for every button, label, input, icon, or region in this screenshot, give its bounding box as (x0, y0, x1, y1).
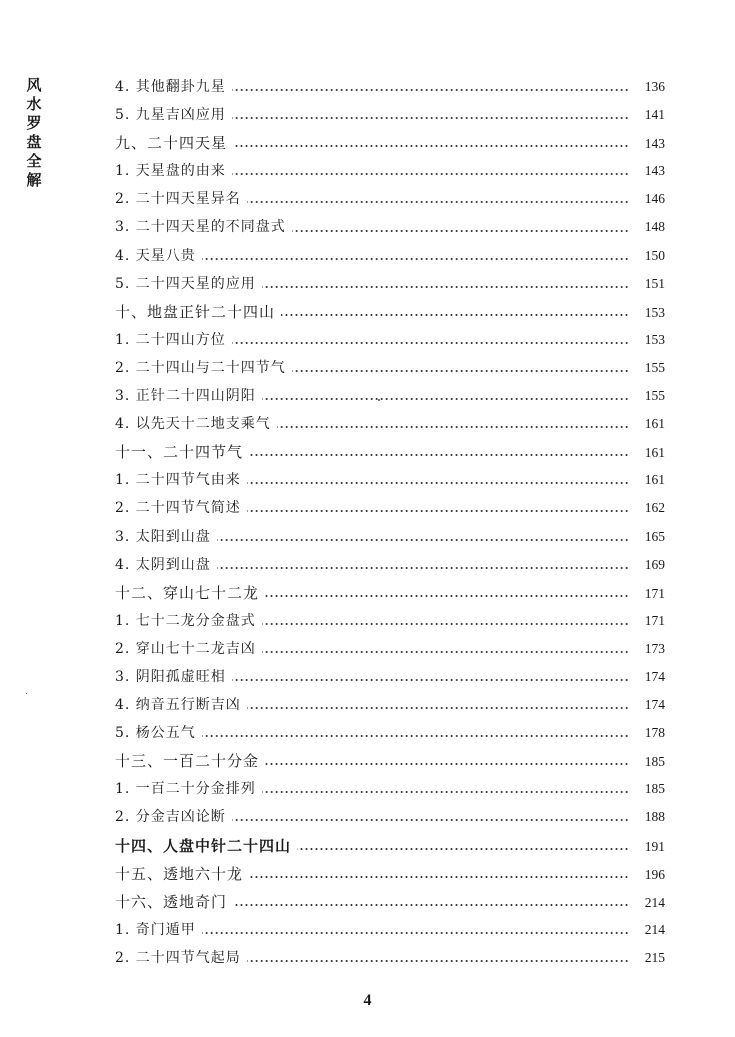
toc-entry-page: 153 (644, 304, 665, 320)
toc-entry-page: 215 (644, 949, 665, 965)
toc-entry-page: 141 (644, 107, 665, 123)
toc-entry-label: 十四、人盘中针二十四山 (115, 836, 292, 855)
toc-entry-page: 146 (644, 191, 665, 207)
dot-leader (292, 370, 629, 372)
toc-entry-page: 178 (644, 725, 665, 741)
scan-speck (26, 693, 27, 694)
dot-leader (247, 510, 629, 512)
dot-leader (262, 791, 629, 793)
dot-leader (217, 567, 629, 569)
toc-entry-label: 4. 以先天十二地支乘气 (115, 416, 271, 433)
toc-entry-page: 155 (644, 388, 665, 404)
toc-entry-label: 十六、透地奇门 (115, 892, 228, 911)
toc-entry[interactable] (115, 185, 665, 213)
toc-entry[interactable] (115, 494, 665, 522)
toc-entry-page: 148 (644, 219, 665, 235)
toc-entry-page: 161 (644, 416, 665, 432)
dot-leader (265, 763, 629, 765)
dot-leader (217, 539, 629, 541)
toc-entry[interactable] (115, 157, 665, 185)
toc-entry-page: 153 (644, 331, 665, 347)
toc-entry-page: 171 (644, 585, 665, 601)
dot-leader (233, 145, 629, 147)
toc-entry[interactable] (115, 663, 665, 691)
toc-entry-page: 161 (644, 472, 665, 488)
toc-entry-label: 十、地盘正针二十四山 (115, 302, 276, 321)
book-title-char: 全 (26, 152, 42, 170)
toc-entry-page: 165 (644, 528, 665, 544)
toc-entry-page: 174 (644, 697, 665, 713)
toc-entry-label: 九、二十四天星 (115, 134, 228, 153)
dot-leader (262, 651, 629, 653)
table-of-contents (115, 73, 665, 972)
dot-leader (292, 230, 629, 232)
toc-entry-label: 2. 二十四节气起局 (115, 949, 241, 966)
dot-leader (262, 286, 629, 288)
toc-entry-label: 4. 纳音五行断吉凶 (115, 697, 241, 714)
dot-leader (277, 426, 629, 428)
dot-leader (232, 117, 629, 119)
toc-entry-label: 1. 一百二十分金排列 (115, 781, 256, 798)
toc-entry[interactable] (115, 607, 665, 635)
dot-leader (232, 819, 629, 821)
toc-entry[interactable] (115, 73, 665, 101)
toc-entry[interactable] (115, 888, 665, 916)
toc-entry[interactable] (115, 129, 665, 157)
toc-entry[interactable] (115, 270, 665, 298)
book-title-char: 盘 (26, 133, 42, 151)
toc-entry-label: 4. 太阴到山盘 (115, 556, 211, 573)
toc-entry-page: 155 (644, 359, 665, 375)
toc-entry-page: 174 (644, 668, 665, 684)
toc-entry[interactable] (115, 382, 665, 410)
toc-entry-label: 4. 天星八贵 (115, 247, 196, 264)
toc-entry-label: 十一、二十四节气 (115, 443, 244, 462)
toc-entry-label: 1. 天星盘的由来 (115, 163, 226, 180)
dot-leader (297, 848, 629, 850)
toc-entry-page: 161 (644, 445, 665, 461)
toc-entry[interactable] (115, 916, 665, 944)
toc-entry-label: 3. 阴阳孤虚旺相 (115, 668, 226, 685)
toc-entry[interactable] (115, 860, 665, 888)
book-title-vertical (24, 76, 44, 190)
toc-entry[interactable] (115, 213, 665, 241)
toc-entry-label: 2. 二十四节气简述 (115, 500, 241, 517)
book-title-char: 风 (26, 76, 42, 94)
toc-entry[interactable] (115, 775, 665, 803)
book-title-char: 罗 (26, 114, 42, 132)
toc-entry-label: 2. 二十四山与二十四节气 (115, 359, 286, 376)
dot-leader (232, 173, 629, 175)
dot-leader (281, 314, 629, 316)
toc-entry-label: 5. 九星吉凶应用 (115, 107, 226, 124)
toc-entry[interactable] (115, 101, 665, 129)
dot-leader (232, 89, 629, 91)
dot-leader (247, 960, 629, 962)
toc-entry[interactable] (115, 438, 665, 466)
toc-entry-label: 十三、一百二十分金 (115, 752, 260, 771)
toc-entry-label: 1. 奇门遁甲 (115, 921, 196, 938)
toc-entry[interactable] (115, 719, 665, 747)
toc-entry[interactable] (115, 466, 665, 494)
toc-entry-page: 151 (644, 275, 665, 291)
book-title-char: 解 (26, 171, 42, 189)
toc-entry-page: 173 (644, 640, 665, 656)
toc-entry-page: 188 (644, 809, 665, 825)
toc-entry[interactable] (115, 691, 665, 719)
dot-leader (202, 735, 629, 737)
toc-entry[interactable] (115, 326, 665, 354)
toc-entry[interactable] (115, 579, 665, 607)
toc-entry-page: 143 (644, 136, 665, 152)
toc-entry-label: 5. 杨公五气 (115, 725, 196, 742)
toc-entry-label: 十二、穿山七十二龙 (115, 583, 260, 602)
toc-entry-label: 1. 二十四山方位 (115, 331, 226, 348)
dot-leader (262, 623, 629, 625)
dot-leader (247, 482, 629, 484)
toc-entry-page: 162 (644, 500, 665, 516)
dot-leader (249, 876, 629, 878)
toc-entry-label: 3. 太阳到山盘 (115, 528, 211, 545)
toc-entry[interactable] (115, 410, 665, 438)
toc-entry-page: 214 (644, 894, 665, 910)
toc-entry[interactable] (115, 635, 665, 663)
toc-entry-page: 185 (644, 781, 665, 797)
toc-entry-label: 3. 正针二十四山阴阳 (115, 388, 256, 405)
toc-entry-label: 1. 二十四节气由来 (115, 472, 241, 489)
dot-leader (233, 904, 629, 906)
toc-entry[interactable] (115, 523, 665, 551)
toc-entry-label: 十五、透地六十龙 (115, 864, 244, 883)
dot-leader (202, 258, 629, 260)
toc-entry-page: 185 (644, 754, 665, 770)
toc-entry-label: 5. 二十四天星的应用 (115, 275, 256, 292)
dot-leader (202, 932, 629, 934)
toc-entry-page: 191 (644, 838, 665, 854)
toc-entry[interactable] (115, 242, 665, 270)
dot-leader (247, 707, 629, 709)
toc-entry[interactable] (115, 944, 665, 972)
dot-leader (232, 679, 629, 681)
book-title-char: 水 (26, 95, 42, 113)
toc-entry-page: 196 (644, 866, 665, 882)
toc-entry-page: 136 (644, 79, 665, 94)
toc-entry-label: 4. 其他翻卦九星 (115, 79, 226, 95)
dot-leader (265, 595, 629, 597)
toc-entry[interactable] (115, 354, 665, 382)
toc-entry-page: 150 (644, 247, 665, 263)
toc-entry[interactable] (115, 803, 665, 831)
toc-entry[interactable] (115, 747, 665, 775)
toc-entry[interactable] (115, 551, 665, 579)
toc-entry-page: 143 (644, 163, 665, 179)
toc-entry-page: 171 (644, 612, 665, 628)
dot-leader (249, 454, 629, 456)
dot-leader (247, 201, 629, 203)
toc-entry-label: 2. 分金吉凶论断 (115, 809, 226, 826)
dot-leader (232, 342, 629, 344)
page-number: 4 (363, 992, 372, 1009)
toc-entry-page: 214 (644, 921, 665, 937)
toc-entry[interactable] (115, 298, 665, 326)
toc-entry-page: 169 (644, 556, 665, 572)
toc-entry-label: 1. 七十二龙分金盘式 (115, 612, 256, 629)
toc-entry-label: 2. 二十四天星异名 (115, 191, 241, 208)
toc-entry-label: 3. 二十四天星的不同盘式 (115, 219, 286, 236)
toc-entry-label: 2. 穿山七十二龙吉凶 (115, 640, 256, 657)
dot-leader (262, 398, 629, 400)
scan-speck (378, 399, 380, 401)
toc-entry[interactable] (115, 832, 665, 860)
